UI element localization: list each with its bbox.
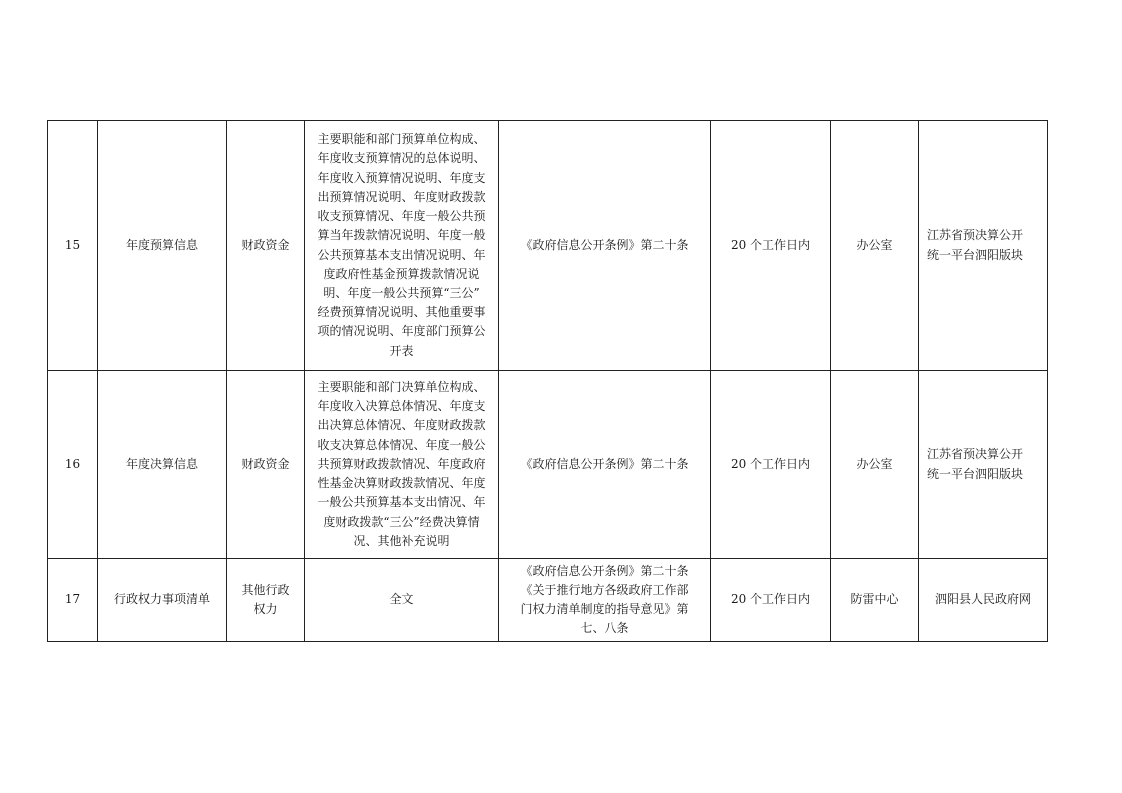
publication-venue: 泗阳县人民政府网 bbox=[919, 559, 1048, 642]
item-name: 年度预算信息 bbox=[98, 121, 227, 371]
time-limit: 20 个工作日内 bbox=[711, 371, 831, 559]
content-line: 收支决算总体情况、年度一般公 bbox=[317, 437, 486, 452]
content-line: 度财政拨款“三公”经费决算情 bbox=[323, 514, 480, 529]
content-line: 年度收入预算情况说明、年度支 bbox=[317, 170, 486, 185]
legal-basis bbox=[499, 371, 711, 559]
category-line: 其他行政 bbox=[241, 582, 290, 597]
content-line: 性基金决算财政拨款情况、年度 bbox=[317, 476, 486, 491]
venue-line: 江苏省预决算公开 bbox=[927, 228, 1024, 243]
legal-basis bbox=[499, 559, 711, 642]
table-row bbox=[48, 559, 1048, 642]
basis-line: 《政府信息公开条例》第二十条 bbox=[520, 563, 689, 578]
content-line: 主要职能和部门决算单位构成、 bbox=[317, 380, 486, 395]
item-name: 年度决算信息 bbox=[98, 371, 227, 559]
disclosure-table bbox=[47, 120, 1048, 642]
basis-line: 七、八条 bbox=[580, 621, 629, 636]
content-line: 明、年度一般公共预算“三公” bbox=[323, 285, 480, 300]
publication-venue bbox=[919, 121, 1048, 371]
row-number: 16 bbox=[48, 371, 98, 559]
legal-basis bbox=[499, 121, 711, 371]
content-line: 经费预算情况说明、其他重要事 bbox=[317, 305, 486, 320]
item-category: 财政资金 bbox=[227, 371, 305, 559]
table-row bbox=[48, 121, 1048, 371]
content-line: 公共预算基本支出情况说明、年 bbox=[317, 247, 486, 262]
content-line: 年度收支预算情况的总体说明、 bbox=[317, 151, 486, 166]
content-line: 度政府性基金预算拨款情况说 bbox=[323, 266, 480, 281]
responsible-department: 办公室 bbox=[831, 371, 919, 559]
table-row bbox=[48, 371, 1048, 559]
item-name: 行政权力事项清单 bbox=[98, 559, 227, 642]
venue-line: 江苏省预决算公开 bbox=[927, 447, 1024, 462]
item-content: 全文 bbox=[305, 559, 499, 642]
content-line: 出预算情况说明、年度财政拨款 bbox=[317, 189, 486, 204]
time-limit: 20 个工作日内 bbox=[711, 121, 831, 371]
item-content bbox=[305, 121, 499, 371]
content-line: 年度收入决算总体情况、年度支 bbox=[317, 399, 486, 414]
item-category bbox=[227, 559, 305, 642]
content-line: 主要职能和部门预算单位构成、 bbox=[317, 132, 486, 147]
content-line: 一般公共预算基本支出情况、年 bbox=[317, 495, 486, 510]
item-content bbox=[305, 371, 499, 559]
row-number: 17 bbox=[48, 559, 98, 642]
row-number: 15 bbox=[48, 121, 98, 371]
content-line: 共预算财政拨款情况、年度政府 bbox=[317, 456, 486, 471]
basis-line: 《关于推行地方各级政府工作部 bbox=[520, 582, 689, 597]
content-line: 开表 bbox=[389, 343, 414, 358]
venue-line: 统一平台泗阳版块 bbox=[927, 466, 1024, 481]
basis-line: 《政府信息公开条例》第二十条 bbox=[520, 456, 689, 471]
basis-line: 门权力清单制度的指导意见》第 bbox=[520, 602, 689, 616]
basis-line: 《政府信息公开条例》第二十条 bbox=[520, 237, 689, 252]
time-limit: 20 个工作日内 bbox=[711, 559, 831, 642]
item-category: 财政资金 bbox=[227, 121, 305, 371]
content-line: 项的情况说明、年度部门预算公 bbox=[317, 324, 486, 339]
content-line: 况、其他补充说明 bbox=[353, 533, 450, 548]
venue-line: 统一平台泗阳版块 bbox=[927, 247, 1024, 262]
content-line: 收支预算情况、年度一般公共预 bbox=[317, 209, 486, 224]
category-line: 权力 bbox=[253, 602, 278, 616]
content-line: 出决算总体情况、年度财政拨款 bbox=[317, 418, 486, 433]
responsible-department: 防雷中心 bbox=[831, 559, 919, 642]
responsible-department: 办公室 bbox=[831, 121, 919, 371]
content-line: 算当年拨款情况说明、年度一般 bbox=[317, 228, 486, 243]
publication-venue bbox=[919, 371, 1048, 559]
